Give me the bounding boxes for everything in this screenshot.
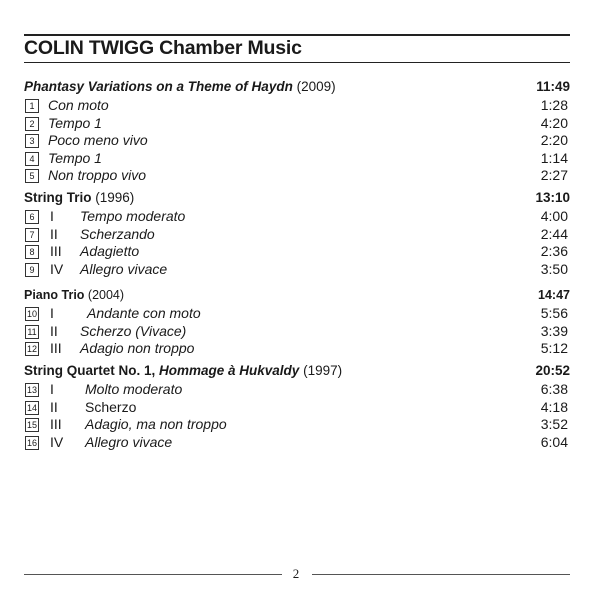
- work-header: [24, 361, 570, 381]
- track-row: [24, 399, 570, 417]
- work-title-part: String Quartet No. 1,: [24, 363, 160, 378]
- track-row: [24, 167, 570, 185]
- track-duration: 6:04: [540, 433, 568, 450]
- track-duration: 2:20: [540, 132, 568, 148]
- track-row: [24, 340, 570, 358]
- track-duration: 6:38: [540, 381, 568, 397]
- track-number-box: 3: [25, 134, 39, 148]
- track-row: [24, 323, 570, 341]
- work-title-part: Hommage à Hukvaldy: [159, 363, 300, 378]
- track-title: Scherzo (Vivace): [80, 322, 187, 339]
- track-duration: 2:44: [540, 225, 568, 242]
- track-row: [24, 416, 570, 434]
- work-title: [24, 77, 336, 97]
- track-number-box: 12: [26, 344, 37, 354]
- work-title-part: String Trio: [24, 190, 92, 205]
- work-header: [24, 77, 570, 97]
- track-title: Adagio non troppo: [80, 340, 195, 356]
- track-title: Molto moderato: [85, 381, 183, 397]
- work-header: [24, 188, 570, 208]
- movement-numeral: III: [50, 340, 62, 356]
- track-duration: 4:18: [540, 398, 568, 415]
- track-title: Adagio, ma non troppo: [85, 416, 227, 432]
- track-number-box: 11: [25, 325, 39, 339]
- work-title-part: Phantasy Variations on a Theme of Haydn: [24, 79, 293, 94]
- track-number-box: 16: [26, 437, 37, 448]
- track-number-box: 6: [25, 210, 39, 224]
- track-row: [24, 208, 570, 226]
- track-duration: 5:12: [540, 340, 568, 356]
- track-row: [24, 261, 570, 279]
- track-row: [24, 243, 570, 261]
- movement-numeral: III: [50, 243, 62, 259]
- track-row: [24, 381, 570, 399]
- track-number-box: 4: [25, 152, 39, 166]
- track-title: Allegro vivace: [85, 433, 173, 450]
- work-section: [24, 361, 570, 451]
- track-duration: 3:50: [540, 260, 568, 277]
- work-section: [24, 188, 570, 278]
- top-rule: [24, 34, 570, 36]
- work-total-duration: 20:52: [535, 363, 570, 378]
- work-title-part: Piano Trio: [24, 288, 85, 302]
- page-title: COLIN TWIGG Chamber Music: [24, 37, 302, 59]
- work-title-part: (2004): [84, 288, 125, 302]
- movement-numeral: II: [50, 225, 58, 242]
- movement-numeral: III: [50, 416, 62, 432]
- work-total-duration: 13:10: [535, 190, 570, 205]
- track-title: Tempo 1: [48, 114, 102, 131]
- track-number-box: 7: [25, 228, 39, 242]
- track-title: Scherzando: [80, 225, 155, 242]
- track-duration: 2:36: [540, 243, 568, 259]
- work-total-duration: 14:47: [538, 288, 570, 302]
- work-title-part: (1997): [299, 363, 343, 378]
- work-title-part: (1996): [91, 190, 135, 205]
- track-number-box: 1: [25, 99, 39, 113]
- track-title: Scherzo: [85, 398, 137, 415]
- track-duration: 1:28: [540, 97, 568, 113]
- track-number-box: 14: [26, 402, 37, 413]
- work-title: [24, 188, 134, 208]
- track-number-box: 5: [25, 169, 39, 183]
- track-row: [24, 226, 570, 244]
- track-duration: 5:56: [540, 305, 568, 321]
- work-section: [24, 77, 570, 185]
- track-row: [24, 115, 570, 133]
- track-duration: 3:52: [540, 416, 568, 432]
- track-duration: 4:20: [540, 114, 568, 131]
- track-title: Tempo 1: [48, 149, 102, 166]
- track-row: [24, 305, 570, 323]
- work-title-part: (2009): [292, 79, 336, 94]
- track-title: Adagietto: [80, 243, 140, 259]
- track-title: Andante con moto: [87, 305, 201, 321]
- footer-rule-left: [24, 574, 282, 575]
- track-duration: 4:00: [540, 208, 568, 224]
- track-number-box: 13: [26, 385, 37, 395]
- work-header: [24, 285, 570, 305]
- track-number-box: 8: [25, 245, 39, 259]
- movement-numeral: IV: [50, 433, 64, 450]
- track-title: Poco meno vivo: [48, 132, 148, 148]
- movement-numeral: II: [50, 322, 58, 339]
- track-row: [24, 132, 570, 150]
- work-total-duration: 11:49: [536, 79, 570, 94]
- title-underline: [24, 62, 570, 63]
- work-title: [24, 361, 342, 381]
- track-duration: 2:27: [540, 167, 568, 183]
- footer-rule-right: [312, 574, 570, 575]
- movement-numeral: I: [50, 305, 54, 321]
- track-number-box: 2: [25, 117, 39, 131]
- movement-numeral: IV: [50, 260, 64, 277]
- movement-numeral: II: [50, 398, 58, 415]
- track-row: [24, 97, 570, 115]
- movement-numeral: I: [50, 208, 54, 224]
- work-section: [24, 285, 570, 358]
- track-title: Non troppo vivo: [48, 167, 147, 183]
- track-row: [24, 150, 570, 168]
- work-title: [24, 285, 124, 305]
- track-duration: 1:14: [540, 149, 568, 166]
- track-number-box: 9: [25, 263, 39, 277]
- track-number-box: 15: [26, 420, 37, 430]
- track-number-box: 10: [26, 309, 37, 319]
- track-title: Allegro vivace: [80, 260, 168, 277]
- page-number: 2: [292, 566, 300, 581]
- movement-numeral: I: [50, 381, 54, 397]
- track-row: [24, 434, 570, 452]
- track-title: Con moto: [48, 97, 109, 113]
- track-duration: 3:39: [540, 322, 568, 339]
- track-title: Tempo moderato: [80, 208, 186, 224]
